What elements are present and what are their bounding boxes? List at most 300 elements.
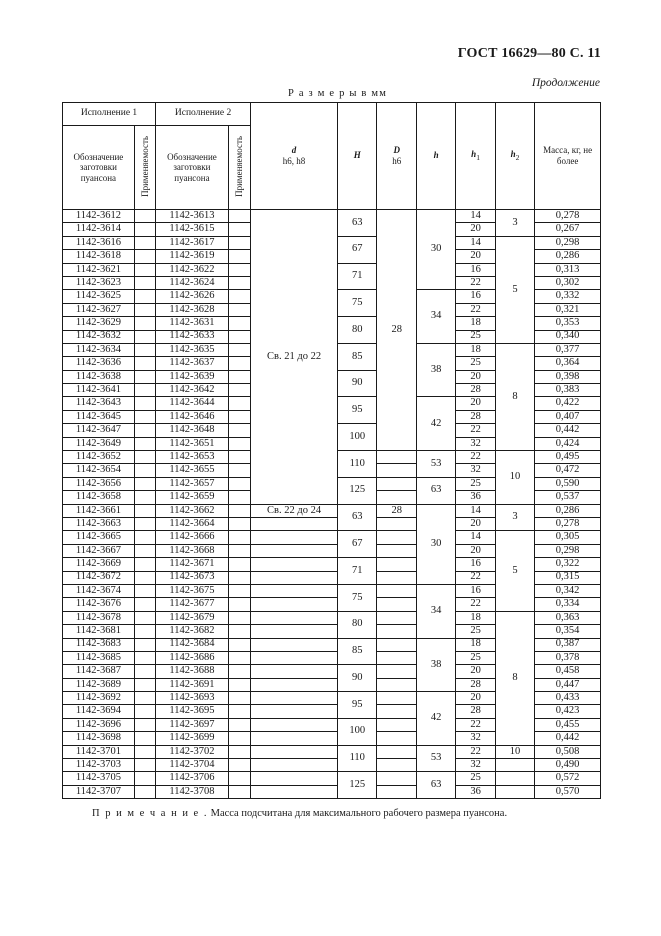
cell-d-empty bbox=[251, 692, 338, 705]
cell-D-empty bbox=[377, 625, 416, 638]
cell-mass: 0,383 bbox=[535, 384, 601, 397]
cell-designation-2: 1142-3668 bbox=[156, 544, 229, 557]
cell-applicability-2 bbox=[228, 491, 250, 504]
cell-applicability-2 bbox=[228, 531, 250, 544]
cell-designation-1: 1142-3692 bbox=[63, 692, 135, 705]
cell-D-empty bbox=[377, 718, 416, 731]
cell-designation-1: 1142-3681 bbox=[63, 625, 135, 638]
cell-h2: 8 bbox=[495, 611, 534, 745]
cell-applicability-2 bbox=[228, 451, 250, 464]
cell-h2-empty bbox=[495, 772, 534, 785]
cell-designation-2: 1142-3708 bbox=[156, 785, 229, 798]
cell-designation-2: 1142-3651 bbox=[156, 437, 229, 450]
cell-h2: 3 bbox=[495, 210, 534, 237]
cell-designation-1: 1142-3676 bbox=[63, 598, 135, 611]
cell-H: 75 bbox=[338, 584, 377, 611]
cell-H: 67 bbox=[338, 531, 377, 558]
cell-D-empty bbox=[377, 651, 416, 664]
cell-D-empty bbox=[377, 665, 416, 678]
cell-designation-2: 1142-3704 bbox=[156, 759, 229, 772]
cell-h: 63 bbox=[416, 477, 455, 504]
cell-applicability-2 bbox=[228, 558, 250, 571]
cell-d-empty bbox=[251, 625, 338, 638]
cell-applicability-1 bbox=[134, 732, 155, 745]
cell-applicability-1 bbox=[134, 210, 155, 223]
cell-designation-1: 1142-3645 bbox=[63, 410, 135, 423]
cell-mass: 0,313 bbox=[535, 263, 601, 276]
cell-applicability-1 bbox=[134, 357, 155, 370]
cell-designation-2: 1142-3684 bbox=[156, 638, 229, 651]
cell-applicability-2 bbox=[228, 678, 250, 691]
cell-h2-empty bbox=[495, 759, 534, 772]
cell-applicability-1 bbox=[134, 598, 155, 611]
cell-applicability-1 bbox=[134, 772, 155, 785]
cell-h1: 32 bbox=[456, 464, 495, 477]
cell-designation-1: 1142-3636 bbox=[63, 357, 135, 370]
cell-applicability-2 bbox=[228, 357, 250, 370]
dimensions-caption: Р а з м е р ы в мм bbox=[288, 88, 388, 99]
cell-applicability-2 bbox=[228, 384, 250, 397]
cell-mass: 0,422 bbox=[535, 397, 601, 410]
cell-h1: 28 bbox=[456, 705, 495, 718]
cell-d-empty bbox=[251, 544, 338, 557]
cell-d-empty bbox=[251, 584, 338, 597]
cell-h: 34 bbox=[416, 584, 455, 638]
cell-h1: 22 bbox=[456, 745, 495, 758]
cell-D-empty bbox=[377, 705, 416, 718]
cell-designation-1: 1142-3612 bbox=[63, 210, 135, 223]
cell-designation-1: 1142-3694 bbox=[63, 705, 135, 718]
page-header: ГОСТ 16629—80 С. 11 bbox=[457, 46, 601, 61]
cell-H: 71 bbox=[338, 558, 377, 585]
cell-designation-1: 1142-3705 bbox=[63, 772, 135, 785]
cell-applicability-2 bbox=[228, 732, 250, 745]
cell-designation-2: 1142-3662 bbox=[156, 504, 229, 517]
cell-D: 28 bbox=[377, 210, 416, 451]
cell-H: 63 bbox=[338, 504, 377, 531]
cell-h: 38 bbox=[416, 343, 455, 397]
cell-d-empty bbox=[251, 745, 338, 758]
cell-d-empty bbox=[251, 665, 338, 678]
cell-mass: 0,472 bbox=[535, 464, 601, 477]
cell-h1: 14 bbox=[456, 531, 495, 544]
cell-h1: 18 bbox=[456, 343, 495, 356]
cell-applicability-2 bbox=[228, 651, 250, 664]
cell-applicability-1 bbox=[134, 558, 155, 571]
cell-applicability-1 bbox=[134, 705, 155, 718]
cell-applicability-1 bbox=[134, 504, 155, 517]
cell-applicability-1 bbox=[134, 370, 155, 383]
cell-designation-1: 1142-3634 bbox=[63, 343, 135, 356]
cell-H: 110 bbox=[338, 745, 377, 772]
cell-d: Св. 22 до 24 bbox=[251, 504, 338, 517]
cell-H: 67 bbox=[338, 236, 377, 263]
cell-H: 110 bbox=[338, 451, 377, 478]
dimensions-table bbox=[62, 102, 601, 799]
cell-H: 80 bbox=[338, 611, 377, 638]
cell-applicability-2 bbox=[228, 718, 250, 731]
cell-h1: 18 bbox=[456, 317, 495, 330]
cell-applicability-2 bbox=[228, 759, 250, 772]
cell-applicability-1 bbox=[134, 611, 155, 624]
cell-mass: 0,508 bbox=[535, 745, 601, 758]
cell-designation-2: 1142-3622 bbox=[156, 263, 229, 276]
cell-h1: 16 bbox=[456, 290, 495, 303]
cell-applicability-1 bbox=[134, 250, 155, 263]
cell-mass: 0,354 bbox=[535, 625, 601, 638]
header-h1: $h_1$ bbox=[456, 103, 495, 210]
cell-applicability-1 bbox=[134, 317, 155, 330]
cell-applicability-1 bbox=[134, 410, 155, 423]
cell-designation-1: 1142-3689 bbox=[63, 678, 135, 691]
cell-applicability-1 bbox=[134, 451, 155, 464]
cell-h1: 20 bbox=[456, 544, 495, 557]
cell-h1: 20 bbox=[456, 370, 495, 383]
cell-designation-2: 1142-3637 bbox=[156, 357, 229, 370]
cell-applicability-1 bbox=[134, 785, 155, 798]
cell-applicability-2 bbox=[228, 705, 250, 718]
cell-mass: 0,364 bbox=[535, 357, 601, 370]
cell-applicability-1 bbox=[134, 517, 155, 530]
cell-designation-1: 1142-3652 bbox=[63, 451, 135, 464]
cell-applicability-2 bbox=[228, 317, 250, 330]
cell-h1: 28 bbox=[456, 678, 495, 691]
cell-designation-1: 1142-3625 bbox=[63, 290, 135, 303]
cell-h1: 32 bbox=[456, 759, 495, 772]
cell-H: 90 bbox=[338, 665, 377, 692]
cell-mass: 0,433 bbox=[535, 692, 601, 705]
cell-h1: 14 bbox=[456, 210, 495, 223]
cell-designation-1: 1142-3656 bbox=[63, 477, 135, 490]
cell-applicability-1 bbox=[134, 625, 155, 638]
cell-designation-1: 1142-3701 bbox=[63, 745, 135, 758]
cell-applicability-1 bbox=[134, 718, 155, 731]
cell-mass: 0,572 bbox=[535, 772, 601, 785]
cell-H: 95 bbox=[338, 397, 377, 424]
cell-designation-1: 1142-3678 bbox=[63, 611, 135, 624]
cell-h1: 36 bbox=[456, 491, 495, 504]
header-h2: $h_2$ bbox=[495, 103, 534, 210]
cell-H: 100 bbox=[338, 424, 377, 451]
cell-D-empty bbox=[377, 745, 416, 758]
cell-designation-2: 1142-3655 bbox=[156, 464, 229, 477]
cell-applicability-2 bbox=[228, 692, 250, 705]
cell-mass: 0,458 bbox=[535, 665, 601, 678]
cell-applicability-2 bbox=[228, 584, 250, 597]
cell-applicability-1 bbox=[134, 759, 155, 772]
cell-designation-1: 1142-3654 bbox=[63, 464, 135, 477]
cell-designation-2: 1142-3644 bbox=[156, 397, 229, 410]
header-d: d h6, h8 bbox=[251, 103, 338, 210]
cell-applicability-2 bbox=[228, 370, 250, 383]
cell-h1: 16 bbox=[456, 263, 495, 276]
cell-mass: 0,363 bbox=[535, 611, 601, 624]
cell-h: 53 bbox=[416, 745, 455, 772]
cell-applicability-2 bbox=[228, 571, 250, 584]
cell-designation-2: 1142-3688 bbox=[156, 665, 229, 678]
cell-D-empty bbox=[377, 571, 416, 584]
cell-mass: 0,455 bbox=[535, 718, 601, 731]
cell-designation-1: 1142-3696 bbox=[63, 718, 135, 731]
header-mass: Масса, кг, не более bbox=[535, 103, 601, 210]
cell-H: 90 bbox=[338, 370, 377, 397]
cell-D-empty bbox=[377, 517, 416, 530]
cell-applicability-1 bbox=[134, 678, 155, 691]
cell-applicability-2 bbox=[228, 437, 250, 450]
cell-H: 95 bbox=[338, 692, 377, 719]
cell-mass: 0,286 bbox=[535, 250, 601, 263]
cell-h: 42 bbox=[416, 692, 455, 746]
cell-designation-1: 1142-3616 bbox=[63, 236, 135, 249]
cell-designation-2: 1142-3673 bbox=[156, 571, 229, 584]
cell-applicability-2 bbox=[228, 263, 250, 276]
cell-h: 30 bbox=[416, 504, 455, 584]
cell-applicability-1 bbox=[134, 464, 155, 477]
table-row bbox=[63, 745, 601, 758]
cell-designation-2: 1142-3675 bbox=[156, 584, 229, 597]
cell-h: 42 bbox=[416, 397, 455, 451]
cell-designation-2: 1142-3664 bbox=[156, 517, 229, 530]
cell-d-empty bbox=[251, 517, 338, 530]
cell-designation-1: 1142-3674 bbox=[63, 584, 135, 597]
cell-mass: 0,378 bbox=[535, 651, 601, 664]
header-variant-1: Исполнение 1 bbox=[63, 103, 156, 126]
cell-d-empty bbox=[251, 651, 338, 664]
cell-designation-1: 1142-3687 bbox=[63, 665, 135, 678]
cell-D-empty bbox=[377, 638, 416, 651]
cell-h2-empty bbox=[495, 785, 534, 798]
cell-D-empty bbox=[377, 491, 416, 504]
continuation-label: Продолжение bbox=[531, 77, 600, 89]
cell-designation-2: 1142-3631 bbox=[156, 317, 229, 330]
cell-mass: 0,332 bbox=[535, 290, 601, 303]
cell-applicability-2 bbox=[228, 638, 250, 651]
cell-h1: 16 bbox=[456, 558, 495, 571]
cell-h1: 20 bbox=[456, 397, 495, 410]
cell-designation-1: 1142-3621 bbox=[63, 263, 135, 276]
cell-applicability-1 bbox=[134, 544, 155, 557]
table-row bbox=[63, 611, 601, 624]
table-row bbox=[63, 785, 601, 798]
cell-applicability-2 bbox=[228, 464, 250, 477]
cell-applicability-1 bbox=[134, 290, 155, 303]
cell-h1: 20 bbox=[456, 692, 495, 705]
cell-applicability-2 bbox=[228, 223, 250, 236]
cell-designation-2: 1142-3677 bbox=[156, 598, 229, 611]
cell-designation-1: 1142-3665 bbox=[63, 531, 135, 544]
cell-h1: 28 bbox=[456, 384, 495, 397]
cell-designation-2: 1142-3639 bbox=[156, 370, 229, 383]
cell-applicability-1 bbox=[134, 223, 155, 236]
cell-mass: 0,398 bbox=[535, 370, 601, 383]
cell-H: 100 bbox=[338, 718, 377, 745]
cell-d-empty bbox=[251, 785, 338, 798]
cell-applicability-1 bbox=[134, 397, 155, 410]
cell-h1: 18 bbox=[456, 638, 495, 651]
cell-h2: 10 bbox=[495, 745, 534, 758]
cell-applicability-2 bbox=[228, 611, 250, 624]
cell-D-empty bbox=[377, 692, 416, 705]
cell-applicability-2 bbox=[228, 598, 250, 611]
cell-applicability-2 bbox=[228, 276, 250, 289]
cell-applicability-1 bbox=[134, 477, 155, 490]
cell-D-empty bbox=[377, 558, 416, 571]
cell-d-empty bbox=[251, 598, 338, 611]
cell-applicability-1 bbox=[134, 665, 155, 678]
cell-applicability-1 bbox=[134, 330, 155, 343]
cell-applicability-2 bbox=[228, 745, 250, 758]
cell-d-empty bbox=[251, 678, 338, 691]
header-H: H bbox=[338, 103, 377, 210]
cell-applicability-2 bbox=[228, 504, 250, 517]
table-row bbox=[63, 759, 601, 772]
cell-designation-2: 1142-3686 bbox=[156, 651, 229, 664]
cell-h1: 25 bbox=[456, 477, 495, 490]
cell-designation-1: 1142-3661 bbox=[63, 504, 135, 517]
cell-h: 30 bbox=[416, 210, 455, 290]
cell-H: 85 bbox=[338, 638, 377, 665]
cell-designation-1: 1142-3649 bbox=[63, 437, 135, 450]
cell-h1: 16 bbox=[456, 584, 495, 597]
cell-h2: 8 bbox=[495, 343, 534, 450]
cell-designation-1: 1142-3685 bbox=[63, 651, 135, 664]
cell-h1: 20 bbox=[456, 250, 495, 263]
cell-h1: 22 bbox=[456, 571, 495, 584]
cell-mass: 0,424 bbox=[535, 437, 601, 450]
cell-D: 28 bbox=[377, 504, 416, 517]
cell-h1: 22 bbox=[456, 598, 495, 611]
cell-mass: 0,278 bbox=[535, 517, 601, 530]
cell-applicability-2 bbox=[228, 544, 250, 557]
cell-D-empty bbox=[377, 678, 416, 691]
cell-applicability-1 bbox=[134, 584, 155, 597]
cell-mass: 0,447 bbox=[535, 678, 601, 691]
cell-h1: 20 bbox=[456, 223, 495, 236]
cell-designation-2: 1142-3671 bbox=[156, 558, 229, 571]
cell-applicability-1 bbox=[134, 638, 155, 651]
cell-designation-1: 1142-3643 bbox=[63, 397, 135, 410]
cell-D-empty bbox=[377, 759, 416, 772]
cell-h1: 22 bbox=[456, 303, 495, 316]
cell-designation-2: 1142-3657 bbox=[156, 477, 229, 490]
cell-designation-2: 1142-3615 bbox=[156, 223, 229, 236]
cell-mass: 0,315 bbox=[535, 571, 601, 584]
cell-D-empty bbox=[377, 464, 416, 477]
cell-designation-2: 1142-3633 bbox=[156, 330, 229, 343]
cell-applicability-1 bbox=[134, 236, 155, 249]
cell-designation-1: 1142-3627 bbox=[63, 303, 135, 316]
cell-designation-1: 1142-3683 bbox=[63, 638, 135, 651]
cell-designation-1: 1142-3618 bbox=[63, 250, 135, 263]
cell-h1: 25 bbox=[456, 651, 495, 664]
header-h: h bbox=[416, 103, 455, 210]
cell-mass: 0,495 bbox=[535, 451, 601, 464]
cell-mass: 0,298 bbox=[535, 544, 601, 557]
cell-designation-2: 1142-3666 bbox=[156, 531, 229, 544]
cell-d-empty bbox=[251, 558, 338, 571]
cell-mass: 0,590 bbox=[535, 477, 601, 490]
table-row bbox=[63, 210, 601, 223]
cell-D-empty bbox=[377, 584, 416, 597]
cell-d-empty bbox=[251, 705, 338, 718]
cell-D-empty bbox=[377, 772, 416, 785]
cell-mass: 0,537 bbox=[535, 491, 601, 504]
cell-d-empty bbox=[251, 611, 338, 624]
cell-designation-1: 1142-3669 bbox=[63, 558, 135, 571]
cell-mass: 0,387 bbox=[535, 638, 601, 651]
header-designation-2: Обозначение заготовки пуансона bbox=[156, 126, 229, 210]
cell-h1: 22 bbox=[456, 718, 495, 731]
header-applicability-2: Применяемость bbox=[228, 126, 250, 210]
cell-h1: 14 bbox=[456, 504, 495, 517]
cell-applicability-2 bbox=[228, 625, 250, 638]
cell-designation-2: 1142-3624 bbox=[156, 276, 229, 289]
cell-mass: 0,321 bbox=[535, 303, 601, 316]
cell-applicability-2 bbox=[228, 772, 250, 785]
cell-applicability-2 bbox=[228, 250, 250, 263]
cell-designation-1: 1142-3703 bbox=[63, 759, 135, 772]
cell-mass: 0,302 bbox=[535, 276, 601, 289]
cell-D-empty bbox=[377, 544, 416, 557]
cell-mass: 0,442 bbox=[535, 424, 601, 437]
cell-designation-2: 1142-3697 bbox=[156, 718, 229, 731]
cell-mass: 0,490 bbox=[535, 759, 601, 772]
cell-applicability-1 bbox=[134, 437, 155, 450]
table-row bbox=[63, 504, 601, 517]
cell-d-empty bbox=[251, 571, 338, 584]
cell-h1: 14 bbox=[456, 236, 495, 249]
cell-applicability-1 bbox=[134, 651, 155, 664]
cell-h1: 22 bbox=[456, 276, 495, 289]
footnote-label: П р и м е ч а н и е . bbox=[92, 808, 208, 819]
cell-designation-2: 1142-3691 bbox=[156, 678, 229, 691]
cell-designation-1: 1142-3641 bbox=[63, 384, 135, 397]
cell-D-empty bbox=[377, 531, 416, 544]
cell-d-empty bbox=[251, 772, 338, 785]
cell-h1: 22 bbox=[456, 424, 495, 437]
cell-h2: 5 bbox=[495, 531, 534, 611]
cell-mass: 0,442 bbox=[535, 732, 601, 745]
cell-h2: 3 bbox=[495, 504, 534, 531]
cell-designation-1: 1142-3614 bbox=[63, 223, 135, 236]
cell-designation-2: 1142-3613 bbox=[156, 210, 229, 223]
cell-designation-2: 1142-3646 bbox=[156, 410, 229, 423]
cell-designation-2: 1142-3693 bbox=[156, 692, 229, 705]
cell-h1: 25 bbox=[456, 772, 495, 785]
cell-applicability-2 bbox=[228, 290, 250, 303]
footnote bbox=[92, 808, 507, 819]
footnote-text: Масса подсчитана для максимального рабочего размера пуансона. bbox=[210, 808, 508, 819]
cell-h1: 25 bbox=[456, 625, 495, 638]
cell-mass: 0,286 bbox=[535, 504, 601, 517]
cell-applicability-2 bbox=[228, 343, 250, 356]
cell-mass: 0,570 bbox=[535, 785, 601, 798]
cell-mass: 0,407 bbox=[535, 410, 601, 423]
cell-applicability-2 bbox=[228, 477, 250, 490]
cell-designation-2: 1142-3628 bbox=[156, 303, 229, 316]
cell-applicability-2 bbox=[228, 424, 250, 437]
cell-applicability-2 bbox=[228, 665, 250, 678]
cell-designation-1: 1142-3623 bbox=[63, 276, 135, 289]
cell-mass: 0,340 bbox=[535, 330, 601, 343]
cell-designation-2: 1142-3679 bbox=[156, 611, 229, 624]
cell-applicability-2 bbox=[228, 517, 250, 530]
cell-h1: 18 bbox=[456, 611, 495, 624]
cell-H: 80 bbox=[338, 317, 377, 344]
cell-designation-2: 1142-3635 bbox=[156, 343, 229, 356]
cell-applicability-1 bbox=[134, 745, 155, 758]
cell-applicability-1 bbox=[134, 692, 155, 705]
